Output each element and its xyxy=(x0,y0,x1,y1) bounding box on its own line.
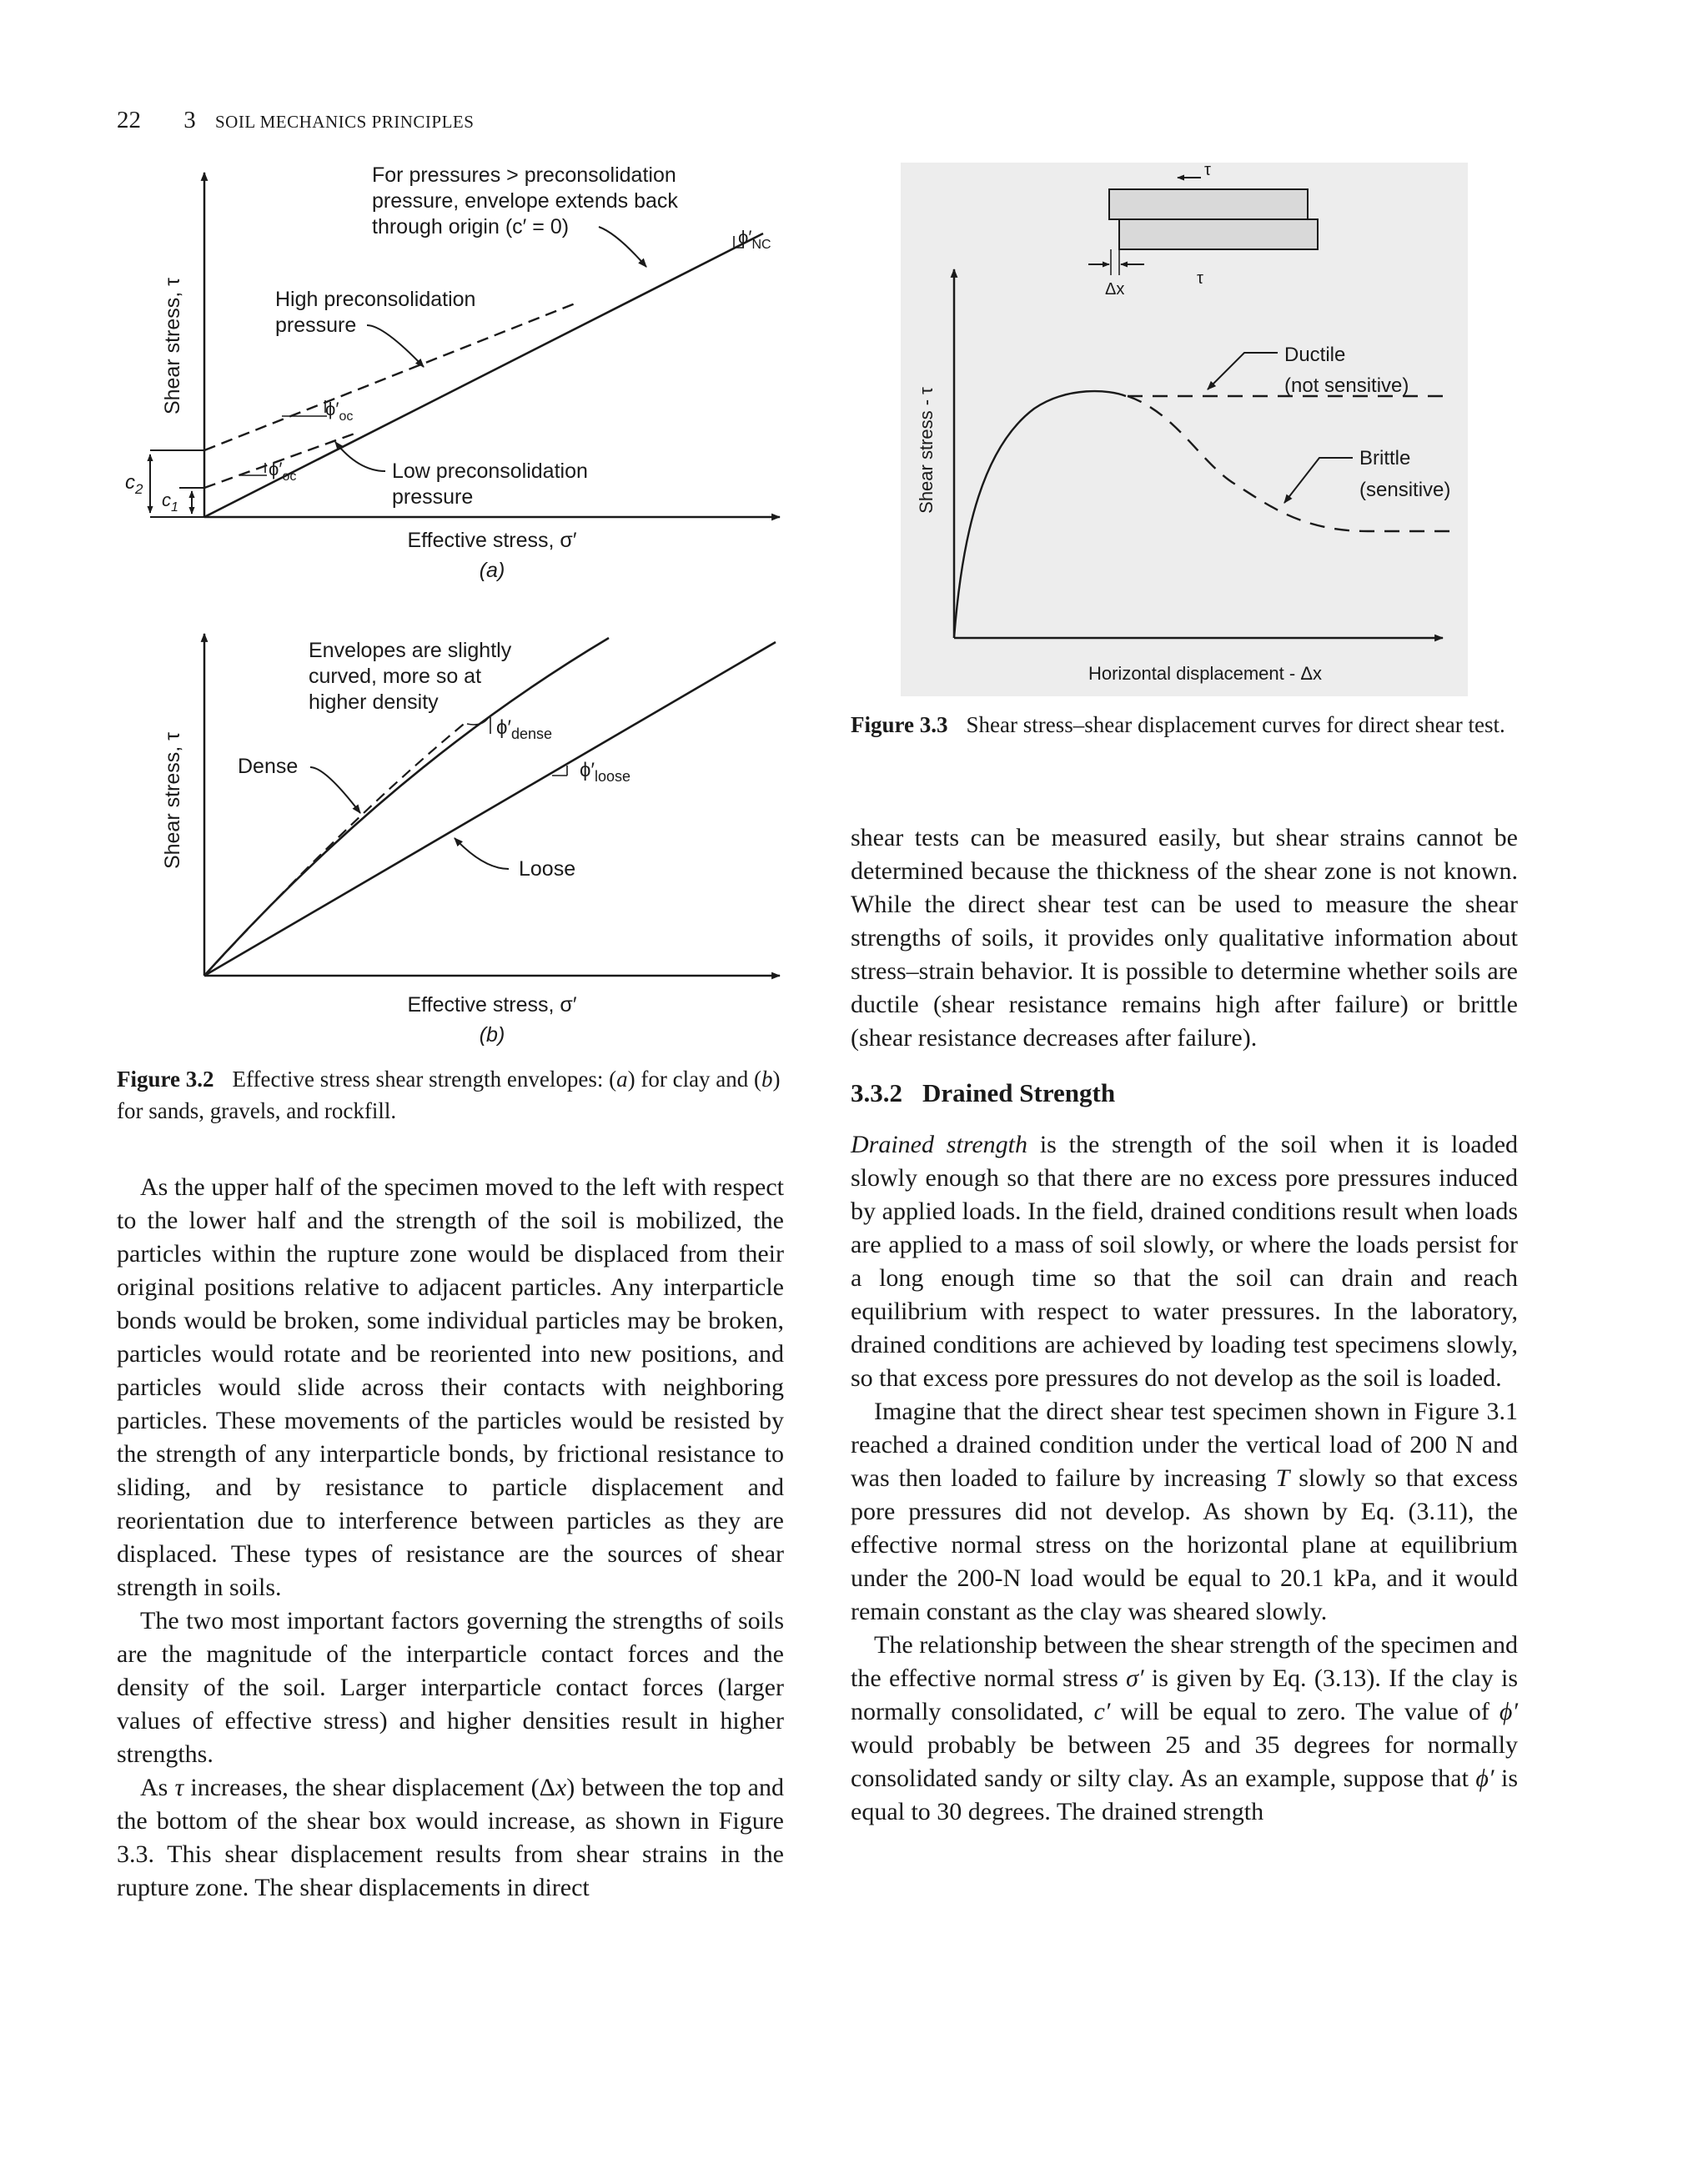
ductile-label: Ductile (not sensitive) xyxy=(1284,344,1409,397)
phi-loose-label: $\phi'_{loose}$ xyxy=(580,759,630,785)
chapter-title: SOIL MECHANICS PRINCIPLES xyxy=(215,112,475,132)
phi-oc-lower-label: $\phi'_{oc}$ xyxy=(269,459,297,484)
section-heading: 3.3.2 Drained Strength xyxy=(851,1078,1116,1107)
left-column xyxy=(117,1171,784,1905)
nc-annotation: For pressures > preconsolidation pressure, envelope extends back through origin (c′ = 0) xyxy=(372,163,678,238)
nc-leader xyxy=(599,227,646,267)
brittle-label: Brittle (sensitive) xyxy=(1359,447,1451,501)
loose-label: Loose xyxy=(519,857,576,881)
c2-label: $c_2$ xyxy=(125,471,143,497)
curved-annotation: Envelopes are slightly curved, more so at higher density xyxy=(309,639,512,714)
figure-3-2-label: Figure 3.2 xyxy=(117,1067,214,1092)
y-axis-label: Shear stress - τ xyxy=(916,387,937,514)
paragraph: As τ increases, the shear displacement (Δx) between the top and the bottom of the shear box would increase, as shown in Figure 3.3. This shear displacement results from shear strains in the rupture zone. The shear displacements in direct xyxy=(117,1774,784,1901)
figure-3-3-caption: Figure 3.3 Shear stress–shear displacement curves for direct shear test. xyxy=(851,712,1505,737)
panel-label-a: (a) xyxy=(479,559,505,582)
loose-envelope-line xyxy=(204,642,776,976)
figure-3-2b xyxy=(117,625,801,1059)
upper-shear-block xyxy=(1109,189,1308,219)
paragraph: The two most important factors governing the strengths of soils are the magnitude of the interparticle contact forces and the density of the soil. Larger interparticle contact forces (larger values of effective stress) and higher densities result in higher strengths. xyxy=(117,1607,784,1768)
paragraph: The relationship between the shear strength of the specimen and the effective normal stress σ′ is given by Eq. (3.13). If the clay is normally consolidated, c′ will be equal to zero. The value of ϕ′ would probably be between 25 and 35 degrees for normally consolidated sandy or silty clay. As an example, suppose that ϕ′ is equal to 30 degrees. The drained strength xyxy=(851,1631,1519,1825)
phi-dense-label: $\phi'_{dense}$ xyxy=(496,716,552,742)
c1-label: $c_1$ xyxy=(162,490,178,515)
dx-label: Δx xyxy=(1105,280,1125,299)
panel-label-b: (b) xyxy=(479,1023,505,1047)
high-oc-leader xyxy=(367,325,424,367)
figure-3-3-label: Figure 3.3 xyxy=(851,712,948,737)
high-oc-annotation: High preconsolidation pressure xyxy=(275,288,476,337)
tau-bottom-label: τ xyxy=(1197,269,1203,288)
right-column xyxy=(851,821,1518,1829)
x-axis-label: Effective stress, σ′ xyxy=(407,529,577,552)
chapter-number: 3 xyxy=(183,107,196,133)
dense-leader xyxy=(310,767,360,813)
paragraph: Drained strength is the strength of the soil when it is loaded slowly enough so that there are no excess pore pressures induced by applied loads. In the field, drained conditions result when loads are applied to a mass of soil slowly, or where the loads persist for a long enough time so that the soil can drain and reach equilibrium with respect to water pressures. In the laboratory, drained conditions are achieved by loading test specimens slowly, so that excess pore pressures do not develop as the soil is loaded. xyxy=(851,1131,1519,1392)
phi-nc-label: $\phi'_{NC}$ xyxy=(738,227,771,252)
phi-oc-upper-marker xyxy=(282,400,327,416)
tau-top-label: τ xyxy=(1204,163,1211,179)
dense-envelope-curve xyxy=(204,638,609,976)
y-axis-label: Shear stress, τ xyxy=(161,731,184,870)
paragraph: Imagine that the direct shear test specimen shown in Figure 3.1 reached a drained condition under the vertical load of 200 N and was then loaded to failure by increasing T slowly so that excess pore pressures did not develop. As shown by Eq. (3.11), the effective normal stress on the horizontal plane at equilibrium under the 200-N load would be equal to 20.1 kPa, and it would remain constant as the clay was sheared slowly. xyxy=(851,1398,1519,1625)
lower-shear-block xyxy=(1119,219,1318,249)
paragraph: As the upper half of the specimen moved to the left with respect to the lower half and the strength of the soil is mobilized, the particles within the rupture zone would be displaced from their original positions relative to adjacent particles. Any interparticle bonds would be broken, some individual particles may be broken, particles would rotate and be reoriented into new positions, and particles would slide across their contacts with neighboring particles. These movements of the particles would be resisted by the strength of any interparticle bonds, by frictional resistance to sliding, and by resistance to particle displacement and reorientation due to interference between particles as they are displaced. These types of resistance are the sources of shear strength in soils. xyxy=(117,1173,784,1601)
x-axis-label: Effective stress, σ′ xyxy=(407,993,577,1017)
phi-oc-upper-label: $\phi'_{oc}$ xyxy=(325,399,354,424)
dense-label: Dense xyxy=(238,755,299,778)
low-oc-annotation: Low preconsolidation pressure xyxy=(392,459,588,509)
high-oc-envelope-line xyxy=(204,303,577,450)
y-axis-label: Shear stress, τ xyxy=(161,277,184,415)
figure-3-2-caption: Figure 3.2 Effective stress shear strength envelopes: (a) for clay and (b) for sands, gravels, and rockfill. xyxy=(117,1067,781,1123)
figure-3-3 xyxy=(901,163,1468,696)
paragraph: shear tests can be measured easily, but shear strains cannot be determined because the thickness of the shear zone is not known. While the direct shear test can be used to measure the shear strengths of soils, it provides only qualitative information about stress–strain behavior. It is possible to determine whether soils are ductile (shear resistance remains high after failure) or brittle (shear resistance decreases after failure). xyxy=(851,824,1518,1052)
running-header xyxy=(117,107,474,134)
loose-leader xyxy=(455,838,509,869)
x-axis-label: Horizontal displacement - Δx xyxy=(1088,663,1323,684)
page-number: 22 xyxy=(117,107,141,133)
figure-3-2a xyxy=(117,163,801,596)
